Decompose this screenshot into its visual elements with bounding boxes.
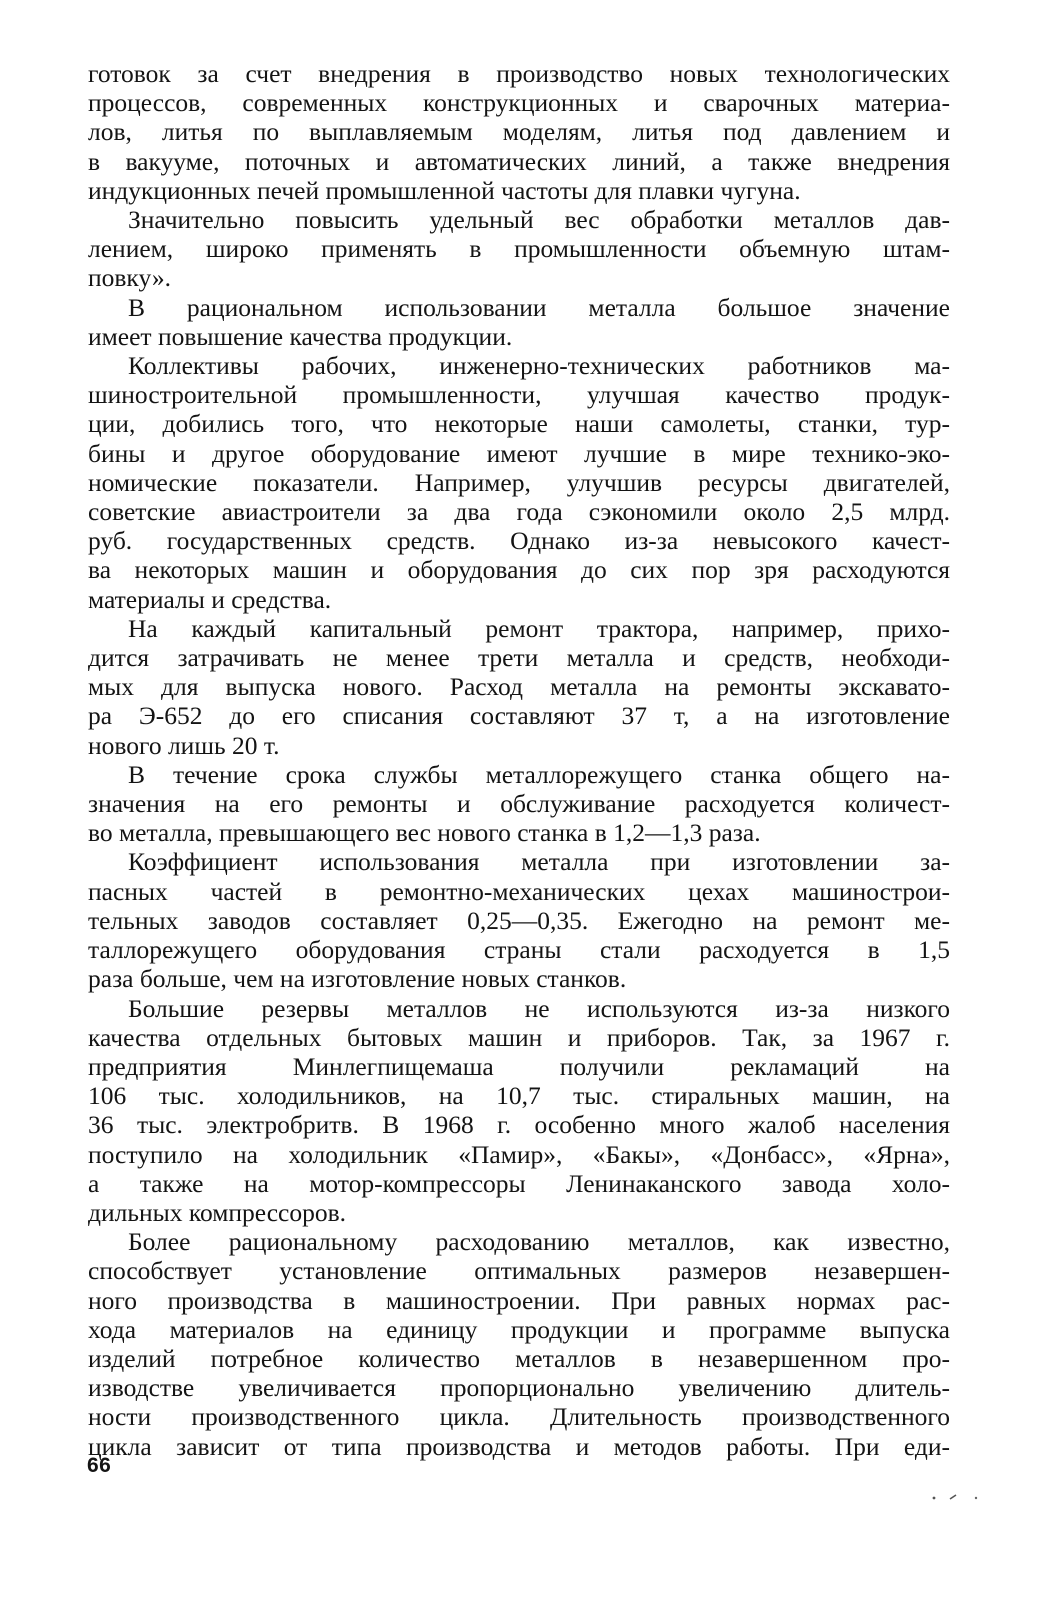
paragraph: [88, 760, 950, 848]
text-line: На каждый капитальный ремонт трактора, например, прихо-: [128, 613, 950, 643]
paragraph: [88, 614, 950, 760]
text-line: В рациональном использовании металла большое значение: [128, 292, 950, 322]
text-line: Более рациональному расходованию металлов, как известно,: [128, 1227, 950, 1257]
paragraph: [88, 205, 950, 293]
text-line: индукционных печей промышленной частоты для плавки чугуна.: [88, 175, 801, 205]
text-line: тельных заводов составляет 0,25—0,35. Ежегодно на ремонт ме-: [88, 905, 950, 935]
paragraph: [88, 293, 950, 351]
text-line: во металла, превышающего вес нового станка в 1,2—1,3 раза.: [88, 818, 761, 848]
scan-specks: [930, 1490, 990, 1504]
text-line: пасных частей в ремонтно-механических цехах машинострои-: [88, 876, 950, 906]
text-line: нового лишь 20 т.: [88, 730, 280, 760]
text-line: Значительно повысить удельный вес обработки металлов дав-: [128, 205, 950, 235]
text-line: номические показатели. Например, улучшив ресурсы двигателей,: [88, 467, 950, 497]
text-line: советские авиастроители за два года сэкономили около 2,5 млрд.: [88, 497, 950, 527]
text-line: хода материалов на единицу продукции и программе выпуска: [88, 1314, 950, 1344]
text-line: повку».: [88, 263, 171, 293]
text-line: лов, литья по выплавляемым моделям, литья под давлением и: [88, 117, 950, 147]
text-line: ции, добились того, что некоторые наши самолеты, станки, тур-: [88, 409, 950, 439]
text-line: 106 тыс. холодильников, на 10,7 тыс. стиральных машин, на: [88, 1081, 950, 1111]
text-line: ра Э-652 до его списания составляют 37 т, а на изготовление: [88, 701, 950, 731]
text-line: имеет повышение качества продукции.: [88, 321, 513, 351]
text-line: предприятия Минлегпищемаша получили рекламаций на: [88, 1051, 950, 1081]
text-line: бины и другое оборудование имеют лучшие в мире технико-эко-: [88, 438, 950, 468]
text-line: процессов, современных конструкционных и сварочных материа-: [88, 88, 950, 118]
text-line: поступило на холодильник «Памир», «Бакы», «Донбасс», «Ярна»,: [88, 1139, 950, 1169]
text-line: раза больше, чем на изготовление новых станков.: [88, 964, 627, 994]
text-line: в вакууме, поточных и автоматических линий, а также внедрения: [88, 146, 950, 176]
text-line: ного производства в машиностроении. При равных нормах рас-: [88, 1285, 950, 1315]
text-line: значения на его ремонты и обслуживание расходуется количест-: [88, 789, 950, 819]
text-line: а также на мотор-компрессоры Ленинаканского завода холо-: [88, 1168, 950, 1198]
body-text: [88, 59, 950, 1461]
text-line: способствует установление оптимальных размеров незавершен-: [88, 1256, 950, 1286]
text-line: таллорежущего оборудования страны стали расходуется в 1,5: [88, 935, 950, 965]
text-line: Большие резервы металлов не используются из-за низкого: [128, 993, 950, 1023]
paragraph: [88, 1227, 950, 1461]
text-line: Коэффициент использования металла при изготовлении за-: [128, 847, 950, 877]
text-line: ности производственного цикла. Длительность производственного: [88, 1402, 950, 1432]
text-line: В течение срока службы металлорежущего станка общего на-: [128, 759, 950, 789]
text-line: Коллективы рабочих, инженерно-технических работников ма-: [128, 351, 950, 381]
paragraph: [88, 59, 950, 205]
text-line: 36 тыс. электробритв. В 1968 г. особенно много жалоб населения: [88, 1110, 950, 1140]
text-line: дится затрачивать не менее трети металла и средств, необходи-: [88, 643, 950, 673]
text-line: готовок за счет внедрения в производство новых технологических: [88, 59, 950, 88]
text-line: материалы и средства.: [88, 584, 332, 614]
text-line: дильных компрессоров.: [88, 1197, 347, 1227]
text-line: лением, широко применять в промышленности объемную штам-: [88, 234, 950, 264]
text-line: качества отдельных бытовых машин и приборов. Так, за 1967 г.: [88, 1022, 950, 1052]
page-number: 66: [87, 1454, 112, 1477]
text-line: шиностроительной промышленности, улучшая качество продук-: [88, 380, 950, 410]
paragraph: [88, 847, 950, 993]
text-line: изделий потребное количество металлов в незавершенном про-: [88, 1343, 950, 1373]
paragraph: [88, 994, 950, 1228]
paragraph: [88, 351, 950, 614]
text-line: ва некоторых машин и оборудования до сих пор зря расходуются: [88, 555, 950, 585]
text-line: цикла зависит от типа производства и методов работы. При еди-: [88, 1431, 950, 1461]
text-line: изводстве увеличивается пропорционально увеличению длитель-: [88, 1373, 950, 1403]
text-line: руб. государственных средств. Однако из-за невысокого качест-: [88, 526, 950, 556]
text-line: мых для выпуска нового. Расход металла на ремонты экскавато-: [88, 672, 950, 702]
